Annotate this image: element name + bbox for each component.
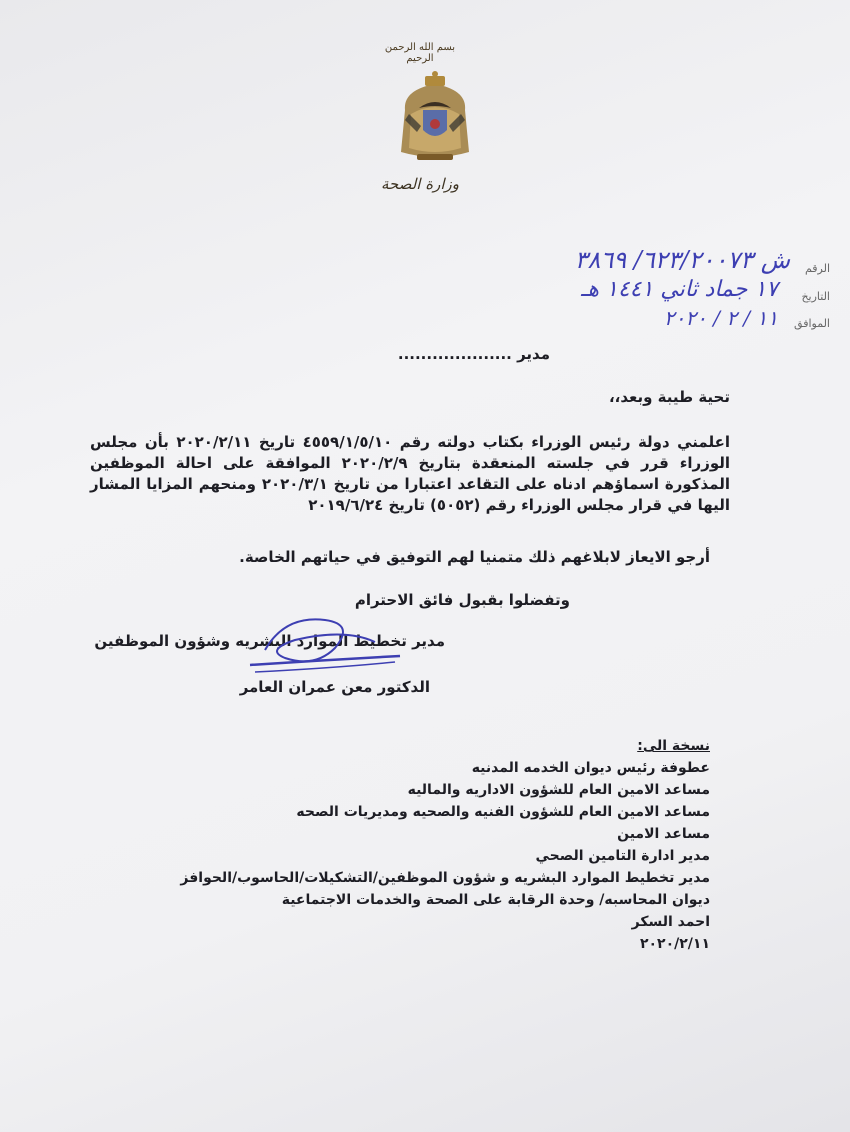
- signer-title: مدير تخطيط الموارد البشريه وشؤون الموظفين: [94, 632, 445, 650]
- closing-line: وتفضلوا بقبول فائق الاحترام: [354, 591, 570, 609]
- ref-gregorian-label: الموافق: [794, 317, 830, 330]
- coat-of-arms-emblem: [395, 70, 475, 170]
- copy-recipient: ديوان المحاسبه/ وحدة الرقابة على الصحة والخدمات الاجتماعية: [281, 892, 710, 908]
- basmala: بسم الله الرحمن الرحيم: [384, 42, 456, 64]
- request-line: أرجو الايعاز لابلاغهم ذلك متمنيا لهم التوفيق في حياتهم الخاصة.: [239, 548, 710, 566]
- addressee: مدير ....................: [397, 345, 550, 363]
- copies-heading: نسخة الى:: [637, 738, 710, 754]
- copy-recipient: مدير تخطيط الموارد البشريه و شؤون الموظفين/التشكيلات/الحاسوب/الحوافز: [180, 870, 710, 886]
- copy-initials: احمد السكر: [631, 914, 710, 930]
- ref-date-label: التاريخ: [801, 290, 830, 303]
- copy-recipient: مساعد الامين العام للشؤون الاداريه والماليه: [407, 782, 710, 798]
- letter-body: اعلمني دولة رئيس الوزراء بكتاب دولته رقم ٤٥٥٩/١/٥/١٠ تاريخ ٢٠٢٠/٢/١١ بأن مجلس الوزراء قرر في جلسته المنعقدة بتاريخ ٢٠٢٠/٢/٩ الموافقة على احالة الموظفين المذكورة اسماؤهم ادناه على التقاعد اعتبارا من تاريخ ٢٠٢٠/٣/١ ومنحهم المزايا المشار اليها في قرار مجلس الوزراء رقم (٥٠٥٢) تاريخ ٢٠١٩/٦/٢٤: [90, 433, 731, 514]
- copy-date: ٢٠٢٠/٢/١١: [639, 936, 710, 952]
- ref-gregorian-value: ١١ / ٢ / ٢٠٢٠: [663, 306, 778, 330]
- copy-recipient: عطوفة رئيس ديوان الخدمه المدنيه: [471, 760, 710, 776]
- copy-recipient: مساعد الامين العام للشؤون الفنيه والصحيه ومديريات الصحه: [296, 804, 710, 820]
- copy-recipient: مدير ادارة التامين الصحي: [535, 848, 710, 864]
- signer-name: الدكتور معن عمران العامر: [239, 678, 430, 696]
- ref-date-value: ١٧ جماد ثاني ١٤٤١ هـ: [580, 277, 778, 302]
- ref-number-label: الرقم: [804, 262, 830, 275]
- greeting: تحية طيبة وبعد،،: [608, 388, 730, 406]
- copy-recipient: مساعد الامين: [617, 826, 710, 842]
- ref-number-value: ش ٦٢٣/٢٠٠٧٣/ ٣٨٦٩: [574, 246, 790, 274]
- ministry-name: وزارة الصحة: [381, 175, 459, 193]
